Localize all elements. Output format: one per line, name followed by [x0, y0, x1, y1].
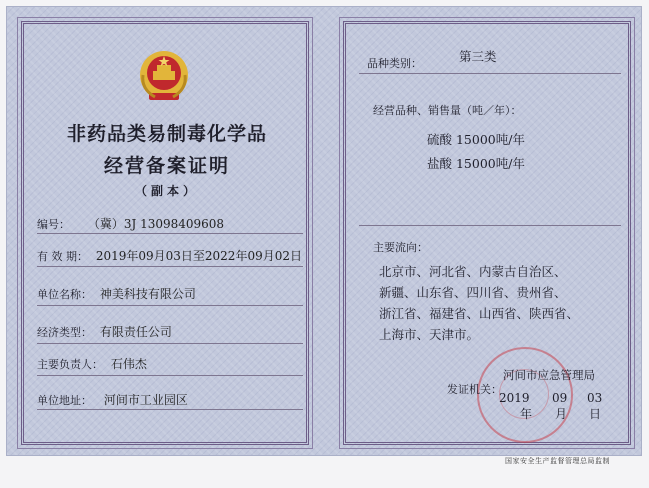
issuer-name: 河间市应急管理局: [503, 368, 595, 382]
field-value: 有限责任公司: [99, 325, 172, 339]
field-value: 河间市工业园区: [103, 393, 188, 407]
flow-line: 北京市、河北省、内蒙古自治区、: [379, 264, 567, 279]
title-sub: 经营备案证明: [103, 155, 230, 177]
divider: [37, 233, 303, 234]
flow-line: 浙江省、福建省、山西省、陕西省、: [379, 306, 580, 321]
flow-line: 新疆、山东省、四川省、贵州省、: [379, 285, 567, 300]
title-main: 非药品类易制毒化学品: [66, 123, 267, 145]
field-value: 2019年09月03日至2022年09月02日: [95, 249, 302, 263]
day-char: 日: [589, 407, 602, 421]
products-label: 经营品种、销售量（吨／年）：: [373, 104, 522, 117]
divider: [37, 409, 303, 410]
flow-line: 上海市、天津市。: [379, 327, 480, 342]
issue-month: 09: [552, 391, 568, 405]
year-char: 年: [520, 407, 533, 421]
product-item: 盐酸 15000吨/年: [427, 156, 525, 171]
issue-year: 2019: [499, 391, 530, 405]
field-principal: [37, 355, 147, 372]
category-value: 第三类: [459, 49, 497, 64]
title-copy: （副本）: [134, 184, 199, 198]
field-value: 石伟杰: [110, 357, 147, 371]
divider: [37, 266, 303, 267]
field-address: [37, 391, 188, 408]
divider: [359, 225, 621, 226]
field-label: 单位名称：: [37, 288, 92, 301]
month-char: 月: [555, 407, 568, 421]
product-item: 硫酸 15000吨/年: [427, 132, 525, 147]
flow-label: 主要流向：: [373, 241, 428, 254]
field-value: 神美科技有限公司: [99, 287, 196, 301]
field-label: 有 效 期：: [37, 250, 88, 263]
issue-day: 03: [587, 391, 603, 405]
field-value: （冀）3J 13098409608: [87, 217, 225, 231]
divider: [37, 305, 303, 306]
footer-note: 国家安全生产监督管理总局监制: [505, 457, 610, 465]
field-number: [37, 215, 224, 232]
field-company: [37, 285, 196, 302]
field-econ-type: [37, 323, 172, 340]
national-emblem-icon: [135, 49, 193, 103]
certificate-sheet: [6, 6, 642, 456]
field-label: 单位地址：: [37, 394, 92, 407]
field-label: 编号：: [37, 218, 70, 231]
divider: [37, 375, 303, 376]
field-label: 主要负责人：: [37, 358, 103, 371]
category-label: 品种类别：: [367, 57, 422, 70]
field-validity: [37, 247, 302, 264]
issuer-label: 发证机关：: [447, 383, 502, 396]
divider: [37, 343, 303, 344]
divider: [359, 73, 621, 74]
field-label: 经济类型：: [37, 326, 92, 339]
